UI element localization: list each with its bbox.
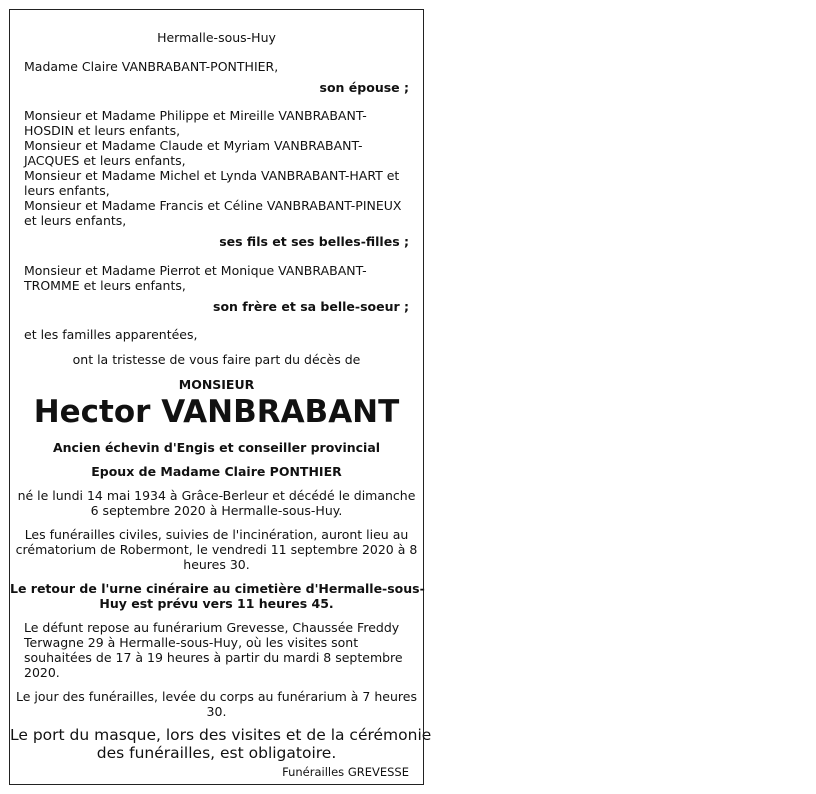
departure-line: Le jour des funérailles, levée du corps au funérarium à 7 heures <box>16 689 417 704</box>
visits-line: Terwagne 29 à Hermalle-sous-Huy, où les visites sont <box>24 635 359 650</box>
sibling-line: Monsieur et Madame Pierrot et Monique VANBRABANT- <box>24 263 367 278</box>
sibling-relation: son frère et sa belle-soeur ; <box>213 299 409 314</box>
funeral-line: heures 30. <box>183 557 250 572</box>
children-line: Monsieur et Madame Francis et Céline VANBRABANT-PINEUX <box>24 198 402 213</box>
sibling-line: TROMME et leurs enfants, <box>24 278 186 293</box>
families-line: et les familles apparentées, <box>24 327 198 342</box>
children-line: et leurs enfants, <box>24 213 127 228</box>
birth-death-line: 6 septembre 2020 à Hermalle-sous-Huy. <box>90 503 343 518</box>
deceased-name: Hector VANBRABANT <box>33 394 400 430</box>
undertaker-signature: Funérailles GREVESSE <box>282 765 409 779</box>
visits-line: souhaitées de 17 à 19 heures à partir du mardi 8 septembre <box>24 650 403 665</box>
urn-line: Le retour de l'urne cinéraire au cimetière d'Hermalle-sous- <box>10 581 425 596</box>
funeral-line: Les funérailles civiles, suivies de l'incinération, auront lieu au <box>24 527 409 542</box>
children-line: HOSDIN et leurs enfants, <box>24 123 181 138</box>
obituary-card <box>9 9 432 785</box>
departure-line: 30. <box>206 704 227 719</box>
children-line: Monsieur et Madame Philippe et Mireille VANBRABANT- <box>24 108 367 123</box>
visits-line: Le défunt repose au funérarium Grevesse, Chaussée Freddy <box>24 620 400 635</box>
birth-death-line: né le lundi 14 mai 1934 à Grâce-Berleur et décédé le dimanche <box>17 488 416 503</box>
urn-line: Huy est prévu vers 11 heures 45. <box>99 596 334 611</box>
funeral-line: crématorium de Robermont, le vendredi 11 septembre 2020 à 8 <box>15 542 418 557</box>
spouse-relation: son épouse ; <box>319 80 409 95</box>
deceased-title: MONSIEUR <box>178 377 255 392</box>
children-line: leurs enfants, <box>24 183 110 198</box>
mask-notice-line: Le port du masque, lors des visites et de la cérémonie <box>10 726 432 744</box>
place-header: Hermalle-sous-Huy <box>157 30 276 45</box>
children-line: Monsieur et Madame Claude et Myriam VANBRABANT- <box>24 138 363 153</box>
children-line: JACQUES et leurs enfants, <box>24 153 186 168</box>
mask-notice-line: des funérailles, est obligatoire. <box>96 744 337 762</box>
deceased-spouse-line: Epoux de Madame Claire PONTHIER <box>91 464 342 479</box>
spouse-name: Madame Claire VANBRABANT-PONTHIER, <box>24 59 279 74</box>
announcement-line: ont la tristesse de vous faire part du décès de <box>72 352 361 367</box>
children-line: Monsieur et Madame Michel et Lynda VANBRABANT-HART et <box>24 168 400 183</box>
deceased-function: Ancien échevin d'Engis et conseiller provincial <box>52 440 381 455</box>
children-relation: ses fils et ses belles-filles ; <box>219 234 409 249</box>
visits-line: 2020. <box>24 665 60 680</box>
